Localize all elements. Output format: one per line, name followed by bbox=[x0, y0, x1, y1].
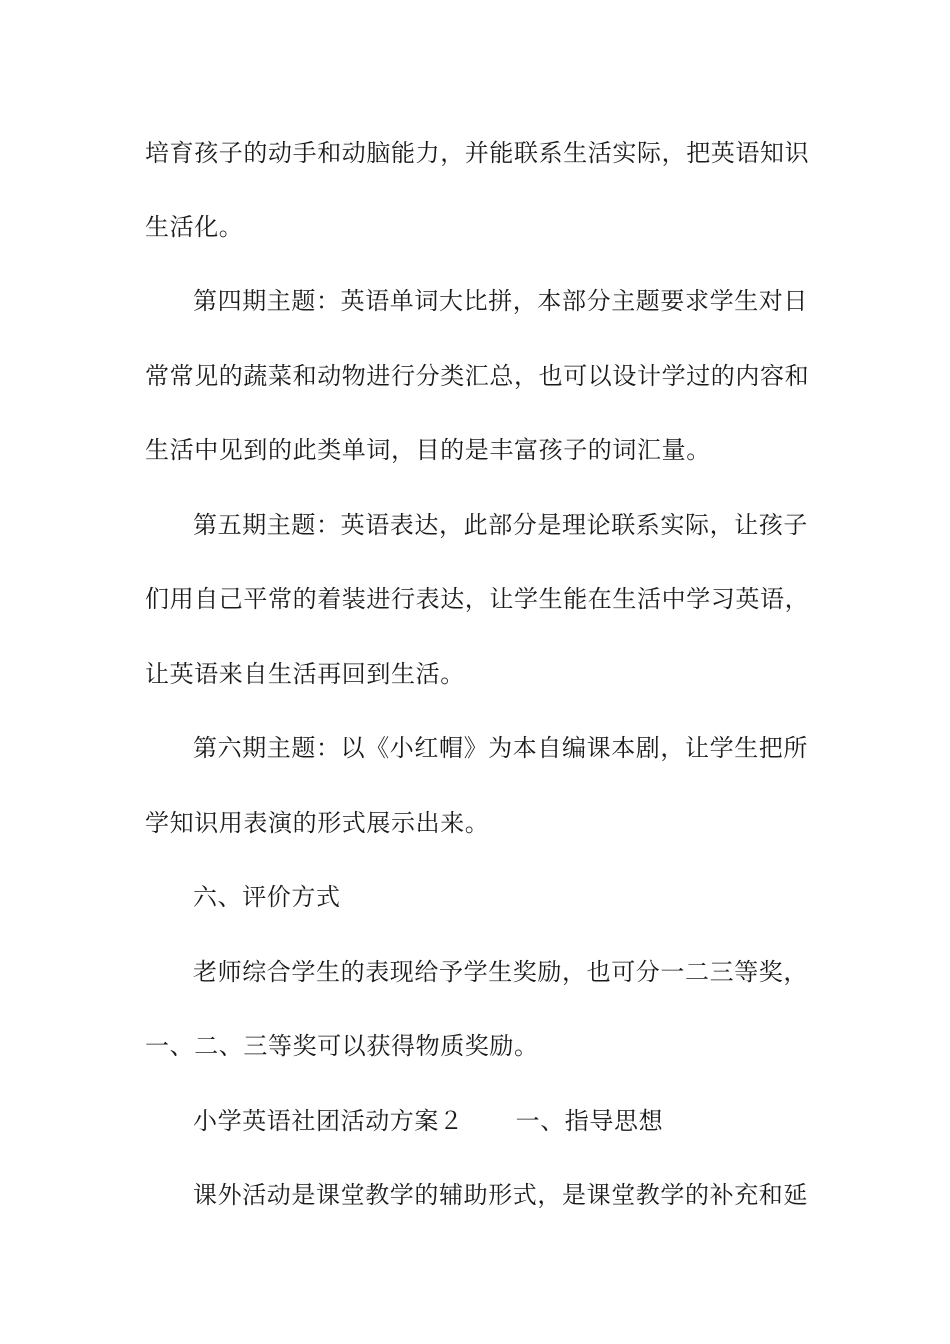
paragraph-line: 第五期主题：英语表达，此部分是理论联系实际，让孩子 bbox=[193, 511, 808, 539]
document-title-line bbox=[193, 1101, 810, 1141]
paragraph-line: 们用自己平常的着装进行表达，让学生能在生活中学习英语， bbox=[145, 585, 810, 613]
section-heading: 六、评价方式 bbox=[193, 883, 341, 911]
paragraph-line: 让英语来自生活再回到生活。 bbox=[145, 660, 465, 688]
paragraph-line: 课外活动是课堂教学的辅助形式，是课堂教学的补充和延 bbox=[193, 1181, 808, 1209]
paragraph-line: 常常见的蔬菜和动物进行分类汇总，也可以设计学过的内容和 bbox=[145, 362, 810, 390]
paragraph-line: 学知识用表演的形式展示出来。 bbox=[145, 809, 490, 837]
paragraph-line: 老师综合学生的表现给予学生奖励，也可分一二三等奖， bbox=[193, 958, 808, 986]
section-heading: 一、指导思想 bbox=[515, 1107, 664, 1135]
paragraph-line: 第四期主题：英语单词大比拼，本部分主题要求学生对日 bbox=[193, 287, 808, 315]
paragraph-line: 生活中见到的此类单词，目的是丰富孩子的词汇量。 bbox=[145, 436, 711, 464]
paragraph-line: 生活化。 bbox=[145, 213, 244, 241]
paragraph-line: 第六期主题：以《小红帽》为本自编课本剧，让学生把所 bbox=[193, 734, 808, 762]
paragraph-line: 一、二、三等奖可以获得物质奖励。 bbox=[145, 1032, 539, 1060]
paragraph-line: 培育孩子的动手和动脑能力，并能联系生活实际，把英语知识 bbox=[145, 139, 810, 167]
document-title: 小学英语社团活动方案２ bbox=[193, 1107, 464, 1135]
